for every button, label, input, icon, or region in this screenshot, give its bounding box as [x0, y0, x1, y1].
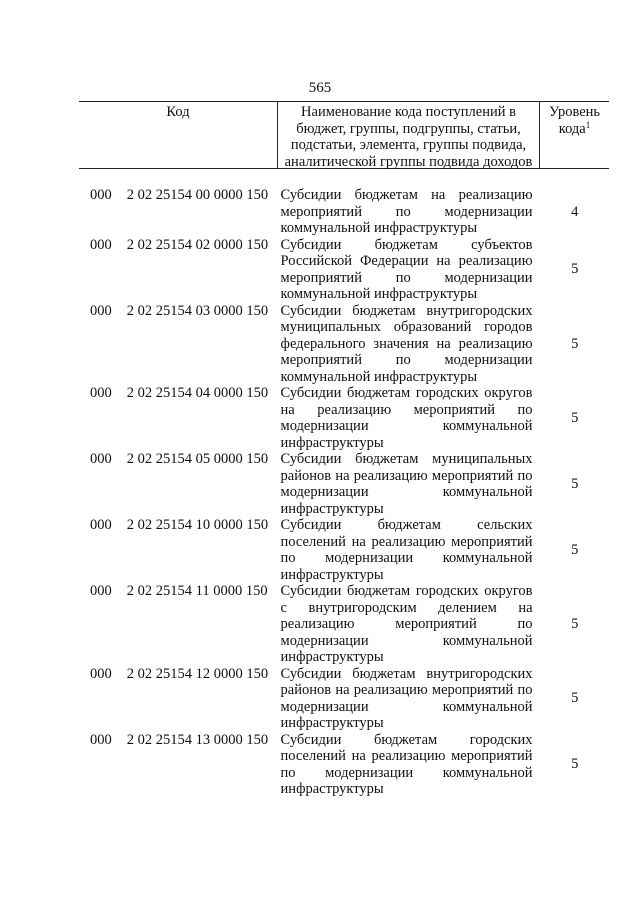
- row-code: 2 02 25154 04 0000 150: [126, 385, 269, 401]
- row-code: 2 02 25154 00 0000 150: [126, 187, 269, 203]
- row-name: Субсидии бюджетам городских поселений на реализацию мероприятий по модернизации коммунальной инфраструктуры: [280, 731, 533, 797]
- table-body: [79, 187, 609, 798]
- row-name: Субсидии бюджетам сельских поселений на реализацию мероприятий по модернизации коммунальной инфраструктуры: [280, 517, 533, 583]
- table-row: [79, 517, 609, 583]
- row-code: 2 02 25154 03 0000 150: [126, 302, 269, 319]
- row-prefix: 000: [90, 236, 112, 253]
- row-prefix: 000: [90, 187, 112, 203]
- header-level: [540, 102, 609, 168]
- row-code: 2 02 25154 05 0000 150: [126, 451, 269, 467]
- row-level: 5: [571, 756, 579, 773]
- footnote-marker: 1: [585, 119, 591, 130]
- table-header: [79, 101, 609, 169]
- page-number: 565: [308, 80, 332, 96]
- row-name: Субсидии бюджетам на реализацию мероприятий по модернизации коммунальной инфраструктуры: [280, 187, 533, 236]
- row-name: Субсидии бюджетам городских округов с внутригородским делением на реализацию мероприятий по модернизации коммунальной инфраструктуры: [280, 583, 533, 665]
- table-row: [79, 732, 609, 798]
- row-code: 2 02 25154 10 0000 150: [126, 517, 269, 533]
- row-prefix: 000: [90, 451, 112, 467]
- row-level: 5: [571, 690, 579, 707]
- row-name: Субсидии бюджетам внутригородских муниципальных образований городов федерального значения на реализацию мероприятий по модернизации коммунальной инфраструктуры: [280, 302, 533, 385]
- row-code: 2 02 25154 02 0000 150: [126, 236, 269, 253]
- header-name: Наименование кода поступлений в бюджет, группы, подгруппы, статьи, подстатьи, элемента, группы подвида, аналитической группы подвида доходов: [278, 102, 540, 168]
- table-row: [79, 385, 609, 451]
- row-level: 5: [571, 541, 579, 558]
- row-level: 5: [571, 409, 579, 426]
- row-level: 5: [571, 335, 579, 352]
- row-name: Субсидии бюджетам городских округов на реализацию мероприятий по модернизации коммунальной инфраструктуры: [280, 385, 533, 451]
- row-prefix: 000: [90, 665, 112, 682]
- row-level: 5: [571, 616, 579, 632]
- table-row: [79, 237, 609, 303]
- row-prefix: 000: [90, 517, 112, 533]
- table-row: [79, 583, 609, 666]
- table-row: [79, 187, 609, 237]
- row-code: 2 02 25154 11 0000 150: [126, 583, 268, 599]
- row-code: 2 02 25154 12 0000 150: [126, 665, 269, 682]
- row-prefix: 000: [90, 731, 112, 748]
- row-prefix: 000: [90, 385, 112, 401]
- row-name: Субсидии бюджетам субъектов Российской Федерации на реализацию мероприятий по модернизации коммунальной инфраструктуры: [280, 236, 533, 302]
- header-level-label: Уровень кода: [548, 104, 601, 137]
- row-name: Субсидии бюджетам внутригородских районов на реализацию мероприятий по модернизации коммунальной инфраструктуры: [280, 665, 533, 731]
- row-level: 5: [571, 261, 579, 278]
- row-level: 4: [571, 203, 579, 220]
- table-row: [79, 303, 609, 386]
- table-row: [79, 451, 609, 517]
- row-code: 2 02 25154 13 0000 150: [126, 731, 269, 748]
- row-level: 5: [571, 475, 579, 492]
- row-name: Субсидии бюджетам муниципальных районов на реализацию мероприятий по модернизации коммунальной инфраструктуры: [280, 451, 533, 517]
- row-prefix: 000: [90, 583, 112, 599]
- row-prefix: 000: [90, 302, 112, 319]
- table-row: [79, 666, 609, 732]
- header-code: Код: [79, 102, 278, 168]
